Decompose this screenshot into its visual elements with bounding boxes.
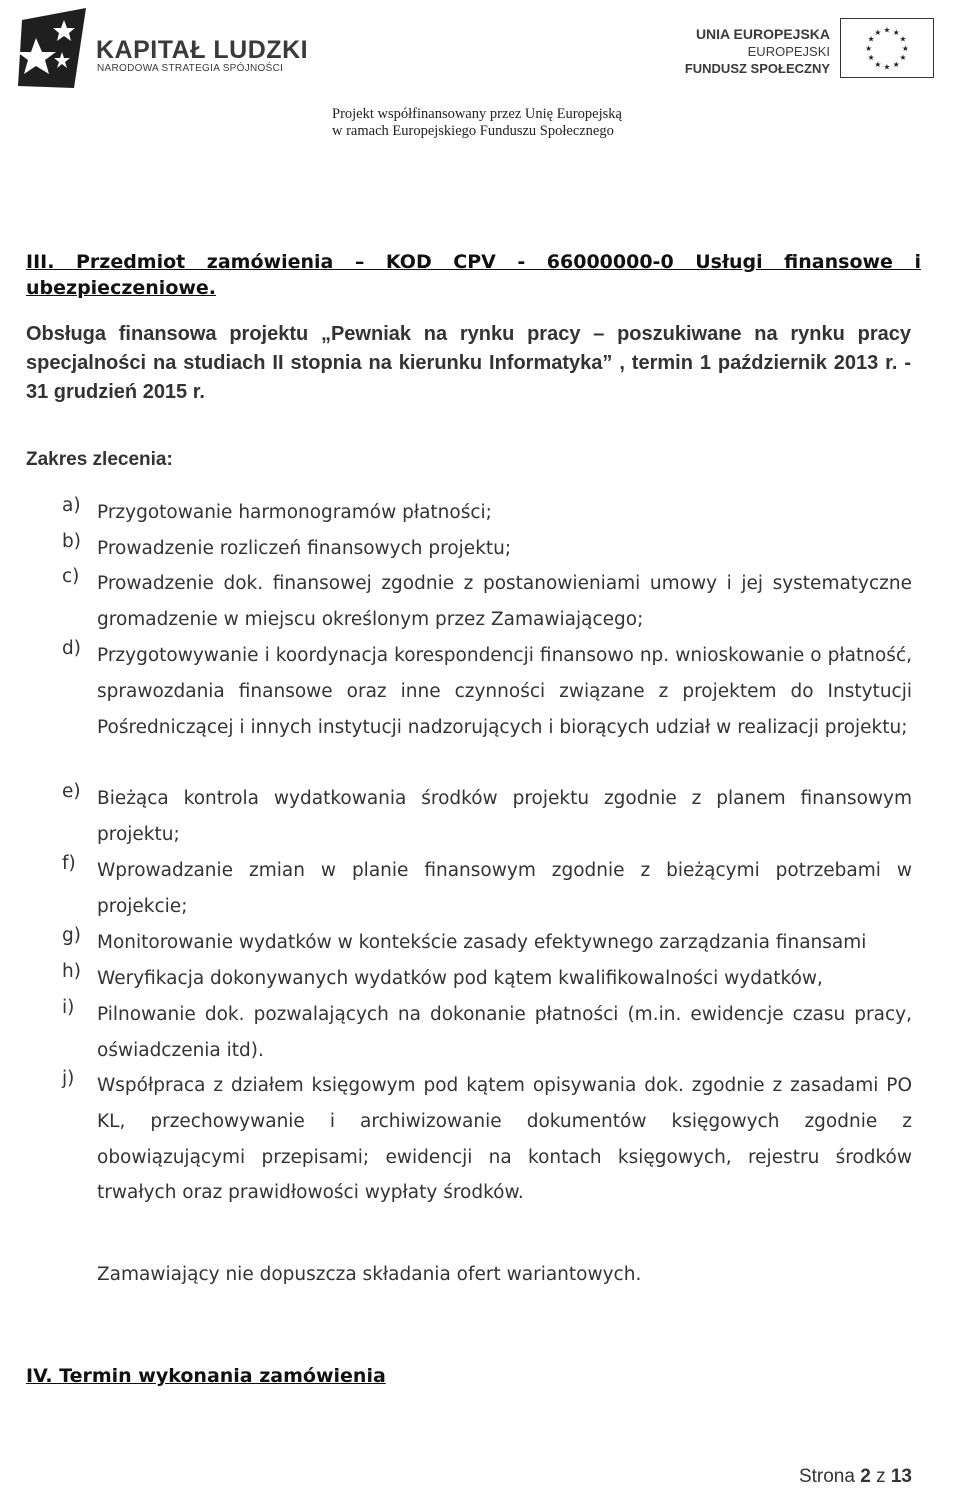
item-text: Przygotowanie harmonogramów płatności; (97, 502, 492, 523)
page-sep: z (876, 1466, 886, 1487)
eu-star-icon: ★ (874, 59, 882, 69)
eu-star-icon: ★ (867, 53, 875, 63)
page-total: 13 (890, 1466, 912, 1487)
kl-subtitle: NARODOWA STRATEGIA SPÓJNOŚCI (97, 63, 284, 74)
section3-title-line1: III. Przedmiot zamówienia – KOD CPV - 66000000-0 Usługi finansowe i (26, 251, 921, 273)
eu-star-icon: ★ (883, 25, 891, 35)
item-text: Przygotowywanie i koordynacja korespondencji finansowo np. wnioskowanie o płatność, sprawozdania finansowe oraz inne czynności związane z projektem do Instytucji Pośredniczącej i innych instytucji nadzorujących i biorących udział w realizacji projektu; (97, 645, 912, 738)
eu-star-icon: ★ (899, 34, 907, 44)
eu-star-icon: ★ (867, 34, 875, 44)
eu-star-icon: ★ (874, 27, 882, 37)
item-label: d) (62, 638, 81, 659)
item-label: i) (62, 997, 75, 1018)
page-word: Strona (798, 1466, 855, 1487)
eu-line3: FUNDUSZ SPOŁECZNY (684, 61, 830, 76)
item-label: f) (62, 853, 76, 874)
item-text: Weryfikacja dokonywanych wydatków pod kątem kwalifikowalności wydatków, (97, 968, 823, 989)
section3-title-line2: ubezpieczeniowe. (26, 277, 217, 299)
page-number (799, 1466, 912, 1488)
item-text: Współpraca z działem księgowym pod kątem opisywania dok. zgodnie z zasadami PO KL, przechowywanie i archiwizowanie dokumentów księgowych zgodnie z obowiązującymi przepisami; ewidencji na kontach księgowych, rejestru środków trwałych oraz prawidłowości wypłaty środków. (97, 1075, 912, 1204)
cofinance-line2: w ramach Europejskiego Funduszu Społecznego (332, 123, 614, 139)
item-text: Prowadzenie dok. finansowej zgodnie z postanowieniami umowy i jej systematyczne gromadzenie w miejscu określonym przez Zamawiającego; (97, 573, 912, 630)
scope-heading: Zakres zlecenia: (26, 449, 173, 470)
item-label: j) (62, 1068, 75, 1089)
item-label: e) (62, 781, 81, 802)
service-description: Obsługa finansowa projektu „Pewniak na rynku pracy – poszukiwane na rynku pracy specjalności na studiach II stopnia na kierunku Informatyka” , termin 1 październik 2013 r. - 31 grudzień 2015 r. (26, 323, 911, 403)
eu-star-icon: ★ (892, 27, 900, 37)
item-label: g) (62, 925, 81, 946)
item-label: b) (62, 531, 81, 552)
kapital-ludzki-logo (14, 8, 104, 90)
eu-star-icon: ★ (901, 43, 909, 53)
item-text: Prowadzenie rozliczeń finansowych projektu; (97, 538, 512, 559)
section4-title: IV. Termin wykonania zamówienia (26, 1365, 386, 1387)
item-text: Monitorowanie wydatków w kontekście zasady efektywnego zarządzania finansami (97, 932, 867, 953)
cofinance-line1: Projekt współfinansowany przez Unię Europejską (332, 106, 622, 122)
item-label: a) (62, 495, 81, 516)
eu-line2: EUROPEJSKI (747, 44, 830, 59)
item-text: Bieżąca kontrola wydatkowania środków projektu zgodnie z planem finansowym projektu; (97, 788, 912, 845)
cofinance-note (332, 106, 622, 140)
eu-star-icon: ★ (865, 43, 873, 53)
item-label: c) (62, 566, 80, 587)
eu-star-icon: ★ (899, 53, 907, 63)
eu-star-icon: ★ (883, 62, 891, 72)
eu-flag-icon (840, 18, 934, 78)
eu-star-icon: ★ (892, 59, 900, 69)
eu-line1: UNIA EUROPEJSKA (695, 26, 830, 42)
item-text: Pilnowanie dok. pozwalających na dokonanie płatności (m.in. ewidencje czasu pracy, oświadczenia itd). (97, 1004, 912, 1061)
item-label: h) (62, 961, 81, 982)
page-current: 2 (860, 1466, 871, 1487)
no-variant-offers-note: Zamawiający nie dopuszcza składania ofert wariantowych. (97, 1264, 642, 1285)
kl-title: KAPITAŁ LUDZKI (96, 36, 309, 64)
item-text: Wprowadzanie zmian w planie finansowym zgodnie z bieżącymi potrzebami w projekcie; (97, 860, 912, 917)
eu-text (685, 26, 830, 77)
page-header (0, 0, 960, 150)
